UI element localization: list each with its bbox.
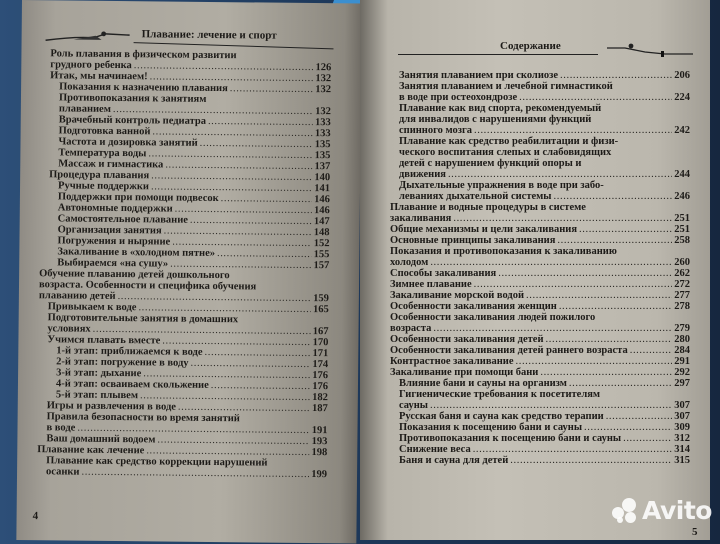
toc-entry-title: Закаливание морской водой bbox=[390, 290, 525, 301]
dot-leader bbox=[510, 455, 672, 466]
dot-leader bbox=[546, 334, 673, 345]
toc-entry-title: Гигиенические требования к посетителям bbox=[399, 389, 601, 400]
toc-entry-title: Плавание как средство реабилитации и физи- bbox=[399, 136, 619, 147]
toc-line bbox=[399, 136, 690, 147]
toc-page-number: 146 bbox=[314, 205, 330, 217]
running-header: Плавание: лечение и спорт bbox=[141, 28, 277, 42]
toc-page-number: 165 bbox=[312, 304, 329, 316]
dot-leader bbox=[569, 378, 672, 389]
toc-page-number: 147 bbox=[313, 216, 330, 228]
toc-page-number: 260 bbox=[674, 257, 690, 268]
toc-entry-title: плаванием bbox=[58, 103, 111, 115]
toc-entry-title: холодом bbox=[390, 257, 429, 268]
toc-entry bbox=[390, 103, 690, 136]
toc-entry-title: Выбираемся «на сушу» bbox=[57, 257, 169, 270]
dot-leader bbox=[630, 345, 673, 356]
toc-entry-title: Противопоказания к занятиям bbox=[58, 92, 207, 105]
toc-entry-title: Снижение веса bbox=[399, 444, 471, 455]
toc-entry bbox=[390, 433, 690, 444]
dot-leader bbox=[557, 235, 672, 246]
page-number: 4 bbox=[32, 510, 39, 523]
dot-leader bbox=[474, 125, 672, 136]
toc-line bbox=[390, 367, 690, 378]
dot-leader bbox=[554, 191, 673, 202]
toc-page-number: 193 bbox=[311, 436, 328, 448]
toc-page-number: 191 bbox=[311, 425, 328, 437]
toc-line bbox=[399, 191, 690, 202]
toc-entry-title: закаливания bbox=[390, 213, 452, 224]
toc-entry-title: Баня и сауна для детей bbox=[399, 455, 509, 466]
toc-entry-title: Занятия плаванием при сколиозе bbox=[399, 70, 559, 81]
toc-line bbox=[390, 202, 690, 213]
toc-entry-title: Учимся плавать вместе bbox=[47, 334, 161, 347]
toc-page-number: 199 bbox=[311, 469, 328, 481]
toc-entry bbox=[390, 81, 690, 103]
toc-entry-title: Показания и противопоказания к закаливанию bbox=[390, 246, 617, 257]
dot-leader bbox=[579, 224, 672, 235]
dot-leader bbox=[81, 467, 309, 480]
toc-entry-title: Автономные поддержки bbox=[57, 202, 173, 215]
toc-entry-title: возраста bbox=[390, 323, 432, 334]
toc-entry-title: Массаж и гимнастика bbox=[58, 158, 164, 171]
toc-entry-title: Способы закаливания bbox=[390, 268, 497, 279]
toc-page-number: 176 bbox=[312, 381, 329, 393]
toc-line bbox=[399, 103, 690, 114]
toc-entry-title: Особенности закаливания детей bbox=[390, 334, 544, 345]
toc-entry-title: детей с нарушением функций опоры и bbox=[399, 158, 582, 169]
toc-entry-title: Подготовительные занятия в домашних bbox=[47, 312, 239, 326]
toc-page-number: 278 bbox=[674, 301, 690, 312]
toc-page-number: 206 bbox=[674, 70, 690, 81]
toc-entry-title: Поддержки при помощи подвесок bbox=[57, 191, 219, 205]
toc-entry-title: леваниях дыхательной системы bbox=[399, 191, 552, 202]
dot-leader bbox=[474, 279, 673, 290]
toc-entry bbox=[390, 301, 690, 312]
dot-leader bbox=[433, 323, 672, 334]
dot-leader bbox=[498, 268, 672, 279]
toc-line bbox=[46, 466, 327, 480]
toc-page-number: 148 bbox=[313, 227, 330, 239]
swimmer-icon bbox=[605, 42, 695, 58]
toc-entry-title: Особенности закаливания женщин bbox=[390, 301, 557, 312]
toc-line bbox=[390, 334, 690, 345]
toc-page-number: 280 bbox=[674, 334, 690, 345]
toc-page-number: 307 bbox=[674, 400, 690, 411]
toc-page-number: 242 bbox=[674, 125, 690, 136]
toc-entry-title: Влияние бани и сауны на организм bbox=[399, 378, 567, 389]
toc-entry bbox=[390, 334, 690, 345]
toc-entry-title: Погружения и ныряние bbox=[57, 235, 171, 248]
toc-entry-title: Занятия плаванием и лечебной гимнастикой bbox=[399, 81, 613, 92]
toc-entry-title: Общие механизмы и цели закаливания bbox=[390, 224, 578, 235]
avito-wordmark: Avito bbox=[642, 496, 712, 525]
toc-page-number: 284 bbox=[674, 345, 690, 356]
toc-entry-title: сауны bbox=[399, 400, 429, 411]
toc-line bbox=[399, 455, 690, 466]
toc-entry bbox=[390, 235, 690, 246]
toc-entry-title: 3-й этап: дыхание bbox=[56, 367, 142, 380]
toc-line bbox=[390, 301, 690, 312]
toc-entry-title: Плавание и водные процедуры в системе bbox=[390, 202, 586, 213]
dot-leader bbox=[516, 356, 673, 367]
toc-entry-title: ческого воспитания слепых и слабовидящих bbox=[399, 147, 612, 158]
left-page bbox=[16, 0, 362, 544]
toc-page-number: 135 bbox=[314, 150, 331, 162]
avito-watermark bbox=[612, 496, 712, 525]
dot-leader bbox=[584, 422, 672, 433]
toc-line bbox=[390, 356, 690, 367]
toc-line bbox=[399, 444, 690, 455]
dot-leader bbox=[560, 70, 672, 81]
toc-entry bbox=[390, 180, 690, 202]
dot-leader bbox=[559, 301, 672, 312]
toc-entry bbox=[390, 378, 690, 389]
toc-entry bbox=[41, 92, 331, 117]
toc-line bbox=[399, 81, 690, 92]
swimmer-icon bbox=[44, 30, 134, 45]
toc-page-number: 307 bbox=[674, 411, 690, 422]
toc-page-number: 244 bbox=[674, 169, 690, 180]
toc-entry bbox=[390, 345, 690, 356]
toc-entry-title: Русская баня и сауна как средство терапии bbox=[399, 411, 604, 422]
toc-page-number: 272 bbox=[674, 279, 690, 290]
toc-entry bbox=[41, 48, 331, 73]
toc-line bbox=[399, 70, 690, 81]
toc-page-number: 198 bbox=[311, 447, 328, 459]
toc-page-number: 133 bbox=[314, 128, 331, 140]
toc-entry bbox=[390, 367, 690, 378]
toc-entry bbox=[37, 455, 327, 480]
toc-entry bbox=[390, 268, 690, 279]
toc-entry bbox=[390, 224, 690, 235]
toc-page-number: 309 bbox=[674, 422, 690, 433]
toc-page-number: 277 bbox=[674, 290, 690, 301]
toc-page-number: 174 bbox=[312, 359, 329, 371]
toc-page-number: 155 bbox=[313, 249, 330, 261]
toc-page-number: 176 bbox=[312, 370, 329, 382]
toc-entry-title: Дыхательные упражнения в воде при забо- bbox=[399, 180, 604, 191]
toc-entry-title: Организация занятия bbox=[57, 224, 162, 237]
toc-entry-title: возраста. Особенности и специфика обучения bbox=[38, 279, 257, 293]
toc-page-number: 157 bbox=[313, 260, 330, 272]
toc-entry-title: для инвалидов с нарушениями функций bbox=[399, 114, 592, 125]
toc-page-number: 224 bbox=[674, 92, 690, 103]
toc-entry bbox=[390, 290, 690, 301]
toc-entry-title: Основные принципы закаливания bbox=[390, 235, 556, 246]
toc-line bbox=[390, 290, 690, 301]
toc-line bbox=[399, 180, 690, 191]
toc-line bbox=[399, 422, 690, 433]
toc-entry-title: 4-й этап: осваиваем скольжение bbox=[55, 378, 209, 391]
toc-line bbox=[399, 92, 690, 103]
dot-leader bbox=[540, 367, 672, 378]
toc-entry-title: Противопоказания к посещению бани и сауны bbox=[399, 433, 622, 444]
dot-leader bbox=[623, 433, 672, 444]
toc-entry bbox=[390, 312, 690, 334]
toc-entry bbox=[390, 411, 690, 422]
toc-entry bbox=[37, 411, 327, 436]
toc-entry bbox=[390, 444, 690, 455]
dot-leader bbox=[606, 411, 673, 422]
dot-leader bbox=[430, 257, 672, 268]
toc-line bbox=[390, 345, 690, 356]
toc-entry bbox=[39, 268, 329, 304]
toc-page-number: 167 bbox=[312, 326, 329, 338]
toc-entry-title: в воде bbox=[46, 422, 76, 434]
toc-entry-title: Показания к посещению бани и сауны bbox=[399, 422, 583, 433]
toc-line bbox=[390, 323, 690, 334]
dot-leader bbox=[448, 169, 672, 180]
toc-entry-title: грудного ребенка bbox=[50, 59, 132, 72]
toc-entry-title: Привыкаем к воде bbox=[47, 301, 137, 314]
table-of-contents bbox=[390, 70, 690, 466]
toc-line bbox=[390, 224, 690, 235]
toc-entry bbox=[390, 389, 690, 411]
table-of-contents bbox=[37, 48, 331, 480]
toc-page-number: 312 bbox=[674, 433, 690, 444]
toc-entry-title: в воде при остеохондрозе bbox=[399, 92, 518, 103]
toc-page-number: 132 bbox=[315, 84, 332, 96]
toc-page-number: 314 bbox=[674, 444, 690, 455]
toc-page-number: 262 bbox=[674, 268, 690, 279]
toc-entry-title: условиях bbox=[47, 323, 91, 335]
toc-entry-title: Плавание как средство коррекции нарушений bbox=[46, 455, 268, 469]
toc-line bbox=[399, 389, 690, 400]
dot-leader bbox=[526, 290, 672, 301]
toc-entry-title: Итак, мы начинаем! bbox=[50, 70, 148, 83]
header-rule bbox=[134, 42, 334, 49]
toc-line bbox=[390, 268, 690, 279]
toc-page-number: 141 bbox=[314, 183, 331, 195]
avito-logo-icon bbox=[612, 498, 638, 524]
toc-page-number: 132 bbox=[315, 73, 332, 85]
toc-line bbox=[399, 378, 690, 389]
toc-page-number: 246 bbox=[674, 191, 690, 202]
page-number: 5 bbox=[692, 526, 698, 538]
dot-leader bbox=[430, 400, 672, 411]
toc-entry bbox=[390, 455, 690, 466]
running-header: Содержание bbox=[500, 40, 561, 52]
toc-page-number: 279 bbox=[674, 323, 690, 334]
right-page bbox=[360, 0, 710, 540]
toc-entry-title: осанки bbox=[46, 466, 80, 478]
toc-entry-title: Роль плавания в физическом развитии bbox=[50, 48, 237, 62]
toc-line bbox=[399, 158, 690, 169]
toc-line bbox=[399, 411, 690, 422]
toc-entry-title: 5-й этап: плывем bbox=[55, 389, 139, 402]
dot-leader bbox=[453, 213, 672, 224]
toc-page-number: 315 bbox=[674, 455, 690, 466]
header-rule bbox=[398, 54, 598, 55]
toc-entry bbox=[390, 202, 690, 224]
toc-entry-title: Врачебный контроль педиатра bbox=[58, 114, 207, 127]
dot-leader bbox=[230, 83, 314, 95]
toc-entry-title: Процедура плавания bbox=[49, 169, 150, 182]
toc-line bbox=[390, 312, 690, 323]
toc-entry bbox=[390, 356, 690, 367]
toc-page-number: 126 bbox=[315, 62, 332, 74]
toc-page-number: 297 bbox=[674, 378, 690, 389]
toc-page-number: 146 bbox=[314, 194, 330, 206]
toc-line bbox=[399, 400, 690, 411]
toc-entry bbox=[39, 312, 329, 337]
toc-entry bbox=[390, 70, 690, 81]
toc-entry-title: Особенности закаливания детей раннего возраста bbox=[390, 345, 628, 356]
toc-page-number: 182 bbox=[312, 392, 328, 404]
toc-entry-title: Плавание как лечение bbox=[37, 444, 145, 457]
toc-page-number: 251 bbox=[674, 213, 690, 224]
toc-entry-title: Подготовка ванной bbox=[58, 125, 151, 138]
toc-line bbox=[390, 257, 690, 268]
toc-entry bbox=[390, 279, 690, 290]
toc-entry-title: Особенности закаливания людей пожилого bbox=[390, 312, 596, 323]
toc-page-number: 258 bbox=[674, 235, 690, 246]
toc-entry-title: Зимнее плавание bbox=[390, 279, 472, 290]
toc-entry-title: Температура воды bbox=[58, 147, 147, 160]
toc-line bbox=[390, 213, 690, 224]
toc-entry-title: Контрастное закаливание bbox=[390, 356, 514, 367]
dot-leader bbox=[473, 444, 673, 455]
toc-page-number: 132 bbox=[315, 106, 331, 118]
toc-line bbox=[390, 246, 690, 257]
dot-leader bbox=[519, 92, 672, 103]
toc-entry-title: Закаливание в «холодном пятне» bbox=[57, 246, 216, 260]
toc-page-number: 170 bbox=[312, 337, 329, 349]
toc-entry-title: 2-й этап: погружение в воду bbox=[56, 356, 189, 369]
toc-page-number: 291 bbox=[674, 356, 690, 367]
toc-line bbox=[399, 147, 690, 158]
toc-line bbox=[399, 433, 690, 444]
toc-page-number: 135 bbox=[314, 139, 331, 151]
toc-entry-title: Частота и дозировка занятий bbox=[58, 136, 198, 149]
toc-page-number: 133 bbox=[314, 117, 331, 129]
toc-line bbox=[399, 114, 690, 125]
toc-entry-title: Закаливание при помощи бани bbox=[390, 367, 539, 378]
toc-entry bbox=[390, 422, 690, 433]
toc-line bbox=[390, 235, 690, 246]
toc-entry-title: Самостоятельное плавание bbox=[57, 213, 188, 226]
toc-page-number: 137 bbox=[314, 161, 331, 173]
toc-line bbox=[390, 279, 690, 290]
toc-page-number: 187 bbox=[311, 403, 328, 415]
toc-entry bbox=[390, 246, 690, 268]
toc-entry-title: Правила безопасности во время занятий bbox=[46, 411, 240, 425]
toc-entry-title: Игры и развлечения в воде bbox=[46, 400, 177, 413]
toc-entry-title: 1-й этап: приближаемся к воде bbox=[56, 345, 203, 358]
toc-page-number: 159 bbox=[313, 293, 329, 305]
toc-entry-title: Обучение плаванию детей дошкольного bbox=[39, 268, 230, 282]
toc-entry-title: спинного мозга bbox=[399, 125, 472, 136]
toc-line bbox=[399, 169, 690, 180]
toc-entry bbox=[390, 136, 690, 180]
toc-page-number: 171 bbox=[312, 348, 329, 360]
toc-entry-title: Показания к назначению плавания bbox=[59, 81, 228, 95]
toc-page-number: 140 bbox=[314, 172, 331, 184]
toc-entry-title: Ваш домашний водоем bbox=[46, 433, 156, 446]
toc-page-number: 251 bbox=[674, 224, 690, 235]
toc-entry-title: движения bbox=[399, 169, 446, 180]
toc-entry-title: Ручные поддержки bbox=[57, 180, 150, 193]
toc-page-number: 292 bbox=[674, 367, 690, 378]
toc-entry-title: плаванию детей bbox=[38, 290, 116, 302]
toc-line bbox=[399, 125, 690, 136]
toc-entry-title: Плавание как вид спорта, рекомендуемый bbox=[399, 103, 602, 114]
toc-page-number: 152 bbox=[313, 238, 330, 250]
